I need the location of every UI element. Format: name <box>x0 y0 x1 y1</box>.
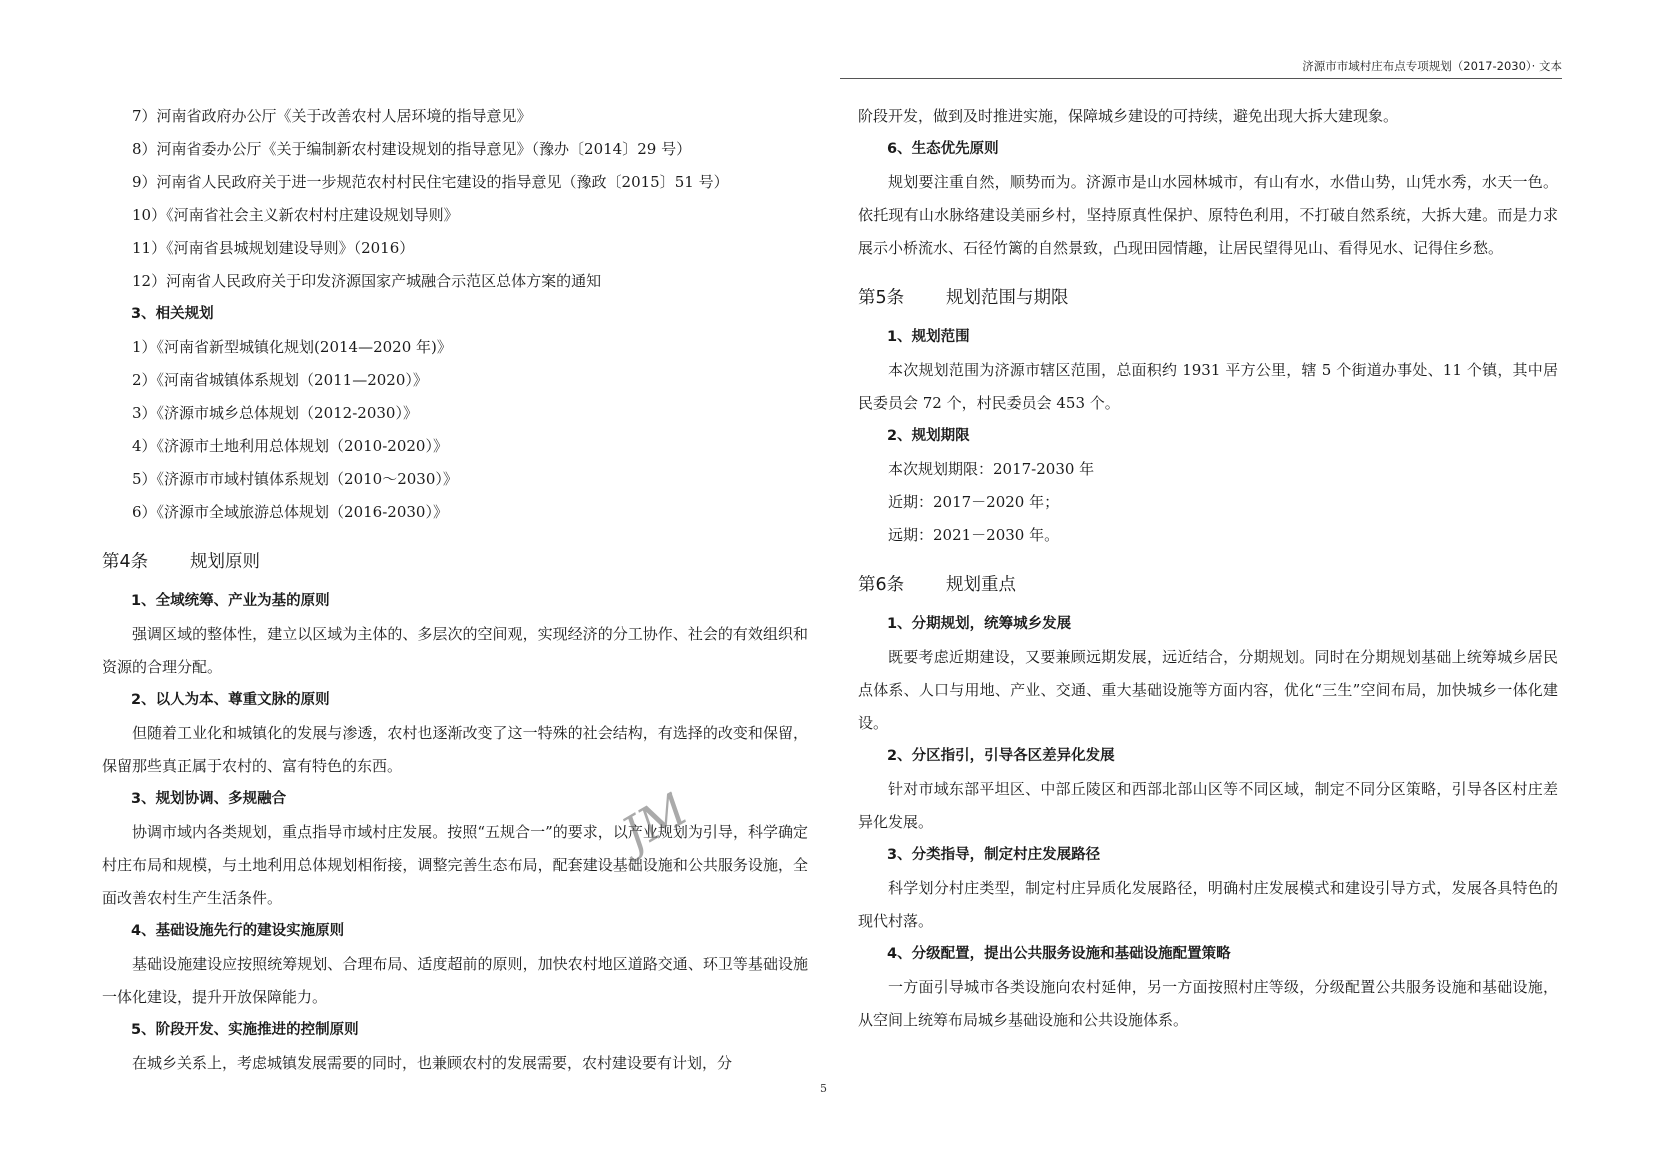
principle-text: 基础设施建设应按照统筹规划、合理布局、适度超前的原则，加快农村地区道路交通、环卫等基础设施一体化建设，提升开放保障能力。 <box>102 955 808 1006</box>
page-number: 5 <box>820 1082 827 1095</box>
article-number: 第6条 <box>858 575 905 595</box>
focus-heading: 1、分期规划，统筹城乡发展 <box>887 616 1072 632</box>
scope-text: 本次规划范围为济源市辖区范围，总面积约 1931 平方公里，辖 5 个街道办事处、11 个镇，其中居民委员会 72 个，村民委员会 453 个。 <box>858 361 1558 412</box>
principle-text: 规划要注重自然，顺势而为。济源市是山水园林城市，有山有水，水借山势，山凭水秀，水天一色。依托现有山水脉络建设美丽乡村，坚持原真性保护、原特色利用，不打破自然系统，大拆大建。而是力求展示小桥流水、石径竹篱的自然景致，凸现田园情趣，让居民望得见山、看得见水、记得住乡愁。 <box>858 173 1558 257</box>
period-line: 近期：2017－2020 年； <box>888 493 1060 511</box>
related-plan-item: 6）《济源市全域旅游总体规划（2016-2030）》 <box>132 503 448 521</box>
scope-heading: 1、规划范围 <box>887 329 970 345</box>
article-number: 第4条 <box>102 552 149 572</box>
related-plan-item: 4）《济源市土地利用总体规划（2010-2020）》 <box>132 437 448 455</box>
article-heading <box>858 281 1558 315</box>
focus-text: 一方面引导城市各类设施向农村延伸，另一方面按照村庄等级，分级配置公共服务设施和基础设施，从空间上统筹布局城乡基础设施和公共设施体系。 <box>858 978 1558 1029</box>
ref-item: 8）河南省委办公厅《关于编制新农村建设规划的指导意见》（豫办〔2014〕29 号） <box>132 140 692 158</box>
principle-heading: 5、阶段开发、实施推进的控制原则 <box>131 1022 359 1038</box>
header-rule <box>840 78 1562 79</box>
focus-text: 既要考虑近期建设，又要兼顾远期发展，远近结合，分期规划。同时在分期规划基础上统筹城乡居民点体系、人口与用地、产业、交通、重大基础设施等方面内容，优化“三生”空间布局，加快城乡一体化建设。 <box>858 648 1558 732</box>
principle-heading: 3、规划协调、多规融合 <box>131 791 287 807</box>
right-column <box>858 100 1558 1037</box>
watermark-text: JM <box>612 781 697 862</box>
focus-text: 针对市域东部平坦区、中部丘陵区和西部北部山区等不同区域，制定不同分区策略，引导各区村庄差异化发展。 <box>858 780 1558 831</box>
focus-heading: 2、分区指引，引导各区差异化发展 <box>887 748 1115 764</box>
running-header: 济源市市域村庄布点专项规划（2017-2030）· 文本 <box>1302 59 1562 73</box>
principle-heading: 4、基础设施先行的建设实施原则 <box>131 923 345 939</box>
related-plan-item: 5）《济源市市域村镇体系规划（2010～2030）》 <box>132 470 458 488</box>
ref-item: 9）河南省人民政府关于进一步规范农村村民住宅建设的指导意见（豫政〔2015〕51 号） <box>132 173 729 191</box>
article-heading <box>858 568 1558 602</box>
principle-heading: 1、全域统筹、产业为基的原则 <box>131 593 330 609</box>
related-plan-item: 1）《河南省新型城镇化规划(2014—2020 年)》 <box>132 338 452 356</box>
principle-text: 但随着工业化和城镇化的发展与渗透，农村也逐渐改变了这一特殊的社会结构，有选择的改变和保留，保留那些真正属于农村的、富有特色的东西。 <box>102 724 808 775</box>
related-plan-item: 2）《河南省城镇体系规划（2011—2020）》 <box>132 371 428 389</box>
period-heading: 2、规划期限 <box>887 428 970 444</box>
principle-text: 在城乡关系上，考虑城镇发展需要的同时，也兼顾农村的发展需要，农村建设要有计划，分 <box>132 1054 733 1072</box>
focus-text: 科学划分村庄类型，制定村庄异质化发展路径，明确村庄发展模式和建设引导方式，发展各具特色的现代村落。 <box>858 879 1558 930</box>
principle-heading: 6、生态优先原则 <box>887 141 999 157</box>
focus-heading: 3、分类指导，制定村庄发展路径 <box>887 847 1101 863</box>
period-line: 本次规划期限：2017-2030 年 <box>888 460 1095 478</box>
ref-item: 12）河南省人民政府关于印发济源国家产城融合示范区总体方案的通知 <box>132 272 602 290</box>
focus-heading: 4、分级配置，提出公共服务设施和基础设施配置策略 <box>887 946 1231 962</box>
article-title: 规划重点 <box>946 575 1016 595</box>
ref-item: 11）《河南省县城规划建设导则》（2016） <box>132 239 415 257</box>
related-plan-item: 3）《济源市城乡总体规划（2012-2030）》 <box>132 404 418 422</box>
period-line: 远期：2021－2030 年。 <box>888 526 1060 544</box>
ref-item: 10）《河南省社会主义新农村村庄建设规划导则》 <box>132 206 459 224</box>
article-title: 规划原则 <box>190 552 260 572</box>
continued-text: 阶段开发，做到及时推进实施，保障城乡建设的可持续，避免出现大拆大建现象。 <box>858 107 1399 125</box>
principle-text: 协调市域内各类规划，重点指导市域村庄发展。按照“五规合一”的要求，以产业规划为引导，科学确定村庄布局和规模，与土地利用总体规划相衔接，调整完善生态布局，配套建设基础设施和公共服务设施，全面改善农村生产生活条件。 <box>102 823 808 907</box>
article-title: 规划范围与期限 <box>946 288 1069 308</box>
article-number: 第5条 <box>858 288 905 308</box>
article-heading <box>102 545 808 579</box>
principle-heading: 2、以人为本、尊重文脉的原则 <box>131 692 330 708</box>
left-column <box>102 100 808 1080</box>
subsection-heading: 3、相关规划 <box>131 306 214 322</box>
ref-item: 7）河南省政府办公厅《关于改善农村人居环境的指导意见》 <box>132 107 532 125</box>
principle-text: 强调区域的整体性，建立以区域为主体的、多层次的空间观，实现经济的分工协作、社会的有效组织和资源的合理分配。 <box>102 625 808 676</box>
